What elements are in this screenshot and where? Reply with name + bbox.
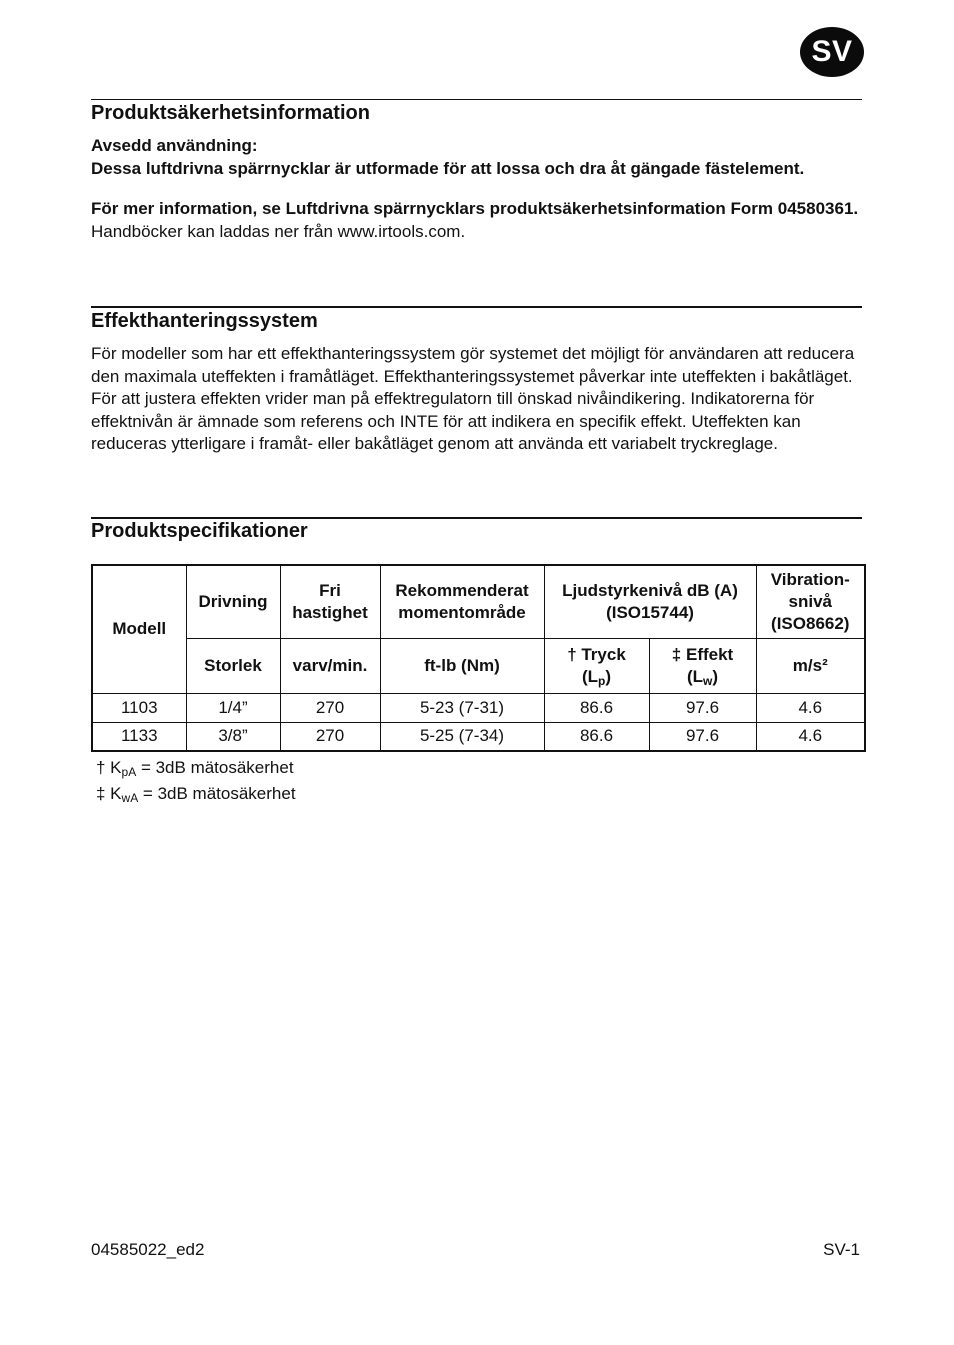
cell-pressure: 86.6 [544, 693, 649, 722]
section-divider-3 [91, 517, 862, 519]
unit-vibration: m/s² [756, 638, 865, 693]
cell-speed: 270 [280, 693, 380, 722]
power-management-block [91, 343, 866, 456]
header-torque [380, 565, 544, 638]
table-header-row [92, 565, 865, 638]
unit-pressure-line1: † Tryck [567, 644, 626, 664]
intended-use-text: Dessa luftdrivna spärrnycklar är utformade för att lossa och dra åt gängade fästelement. [91, 158, 805, 178]
unit-power-symbol: (L [686, 666, 704, 686]
cell-vibration: 4.6 [756, 722, 865, 751]
cell-power: 97.6 [649, 693, 756, 722]
header-drive: Drivning [186, 565, 280, 638]
unit-speed: varv/min. [280, 638, 380, 693]
cell-drive: 3/8” [186, 722, 280, 751]
unit-power-sub: w [703, 673, 713, 688]
cell-speed: 270 [280, 722, 380, 751]
power-management-para1: För modeller som har ett effekthanteringssystem gör systemet det möjligt för användaren att reducera den maximala uteffekten i framåtläget. Effekthanteringssystemet påverkar inte uteffekten i bakåtläget. [91, 344, 855, 386]
header-sound-line2: (ISO15744) [606, 602, 694, 622]
table-row [92, 722, 865, 751]
header-free-speed-line2: hastighet [292, 602, 368, 622]
safety-info-block [91, 135, 866, 243]
unit-power-close: ) [712, 666, 719, 686]
cell-model: 1103 [92, 693, 186, 722]
header-vibration-line1: Vibration- [770, 569, 850, 589]
unit-pressure-symbol: (L [581, 666, 599, 686]
footnote-power-sub: wA [121, 791, 139, 805]
header-free-speed [280, 565, 380, 638]
header-vibration-line2: snivå [788, 591, 832, 611]
section-title-power-management: Effekthanteringssystem [91, 310, 318, 332]
specifications-table [91, 564, 866, 752]
section-title-specifications: Produktspecifikationer [91, 520, 308, 542]
unit-power-line1: ‡ Effekt [671, 644, 734, 664]
footnote-pressure-symbol: † K [96, 758, 122, 777]
cell-pressure: 86.6 [544, 722, 649, 751]
header-sound [544, 565, 756, 638]
manuals-text: Handböcker kan laddas ner från www.irtools.com. [91, 221, 466, 241]
unit-pressure-sub: p [598, 673, 606, 688]
page-number: SV-1 [823, 1240, 860, 1259]
footnote-power-symbol: ‡ K [96, 784, 122, 803]
cell-model: 1133 [92, 722, 186, 751]
header-free-speed-line1: Fri [319, 580, 341, 600]
unit-pressure [544, 638, 649, 693]
header-sound-line1: Ljudstyrkenivå dB (A) [562, 580, 738, 600]
cell-torque: 5-23 (7-31) [380, 693, 544, 722]
intended-use-label: Avsedd användning: [91, 136, 258, 155]
cell-drive: 1/4” [186, 693, 280, 722]
header-vibration [756, 565, 865, 638]
unit-power [649, 638, 756, 693]
cell-power: 97.6 [649, 722, 756, 751]
more-info-text: För mer information, se Luftdrivna spärrnycklars produktsäkerhetsinformation Form 04580361. [91, 199, 859, 218]
section-title-safety: Produktsäkerhetsinformation [91, 102, 370, 124]
footnote-pressure-text: = 3dB mätosäkerhet [136, 758, 294, 777]
footnote-power [96, 784, 296, 804]
footnote-pressure-sub: pA [121, 765, 137, 779]
header-model: Modell [92, 565, 186, 693]
header-torque-line2: momentområde [398, 602, 526, 622]
doc-number: 04585022_ed2 [91, 1240, 205, 1259]
unit-torque: ft-lb (Nm) [380, 638, 544, 693]
unit-pressure-close: ) [605, 666, 612, 686]
language-badge: SV [800, 27, 864, 77]
table-unit-row [92, 638, 865, 693]
header-vibration-line3: (ISO8662) [771, 613, 850, 633]
header-torque-line1: Rekommenderat [395, 580, 529, 600]
table-row [92, 693, 865, 722]
footnote-pressure [96, 758, 294, 778]
footnote-power-text: = 3dB mätosäkerhet [138, 784, 296, 803]
header-divider [91, 99, 862, 100]
unit-drive: Storlek [186, 638, 280, 693]
cell-vibration: 4.6 [756, 693, 865, 722]
section-divider-2 [91, 306, 862, 308]
cell-torque: 5-25 (7-34) [380, 722, 544, 751]
power-management-para2: För att justera effekten vrider man på effektregulatorn till önskad nivåindikering. Indikatorerna för effektnivån är ämnade som referens och INTE för att indikera en specifik effekt. Uteffekten kan reduceras ytterligare i framåt- eller bakåtläget genom att använda ett variabelt tryckreglage. [91, 389, 815, 453]
